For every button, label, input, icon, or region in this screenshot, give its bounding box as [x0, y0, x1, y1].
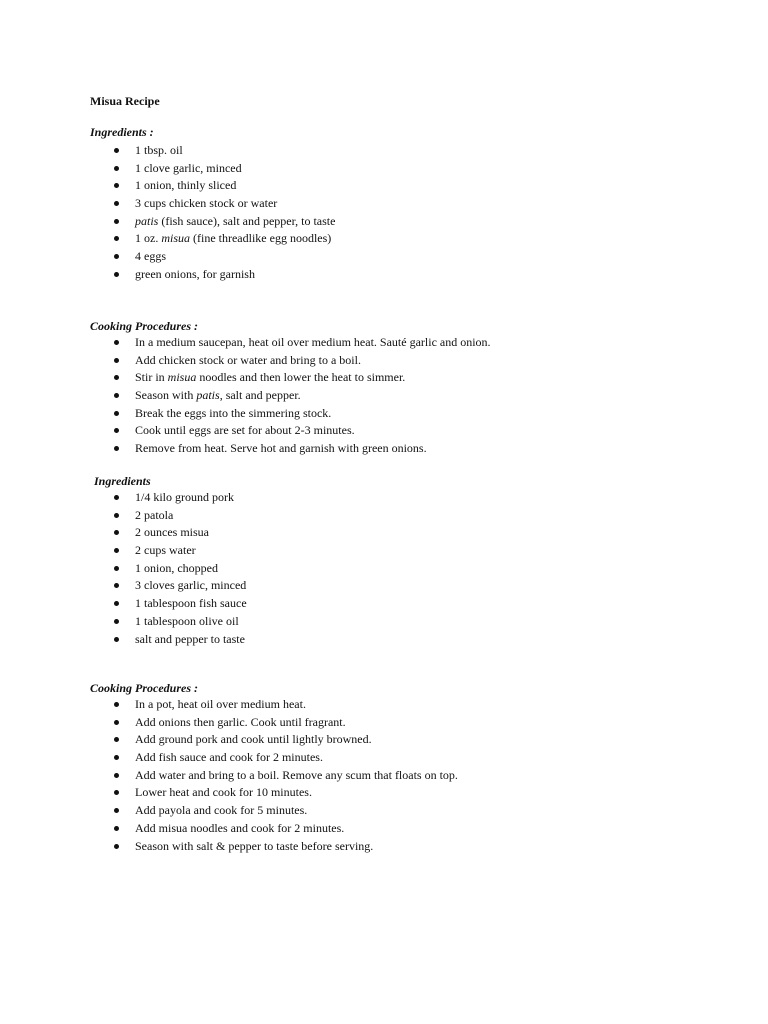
item-text: (fine threadlike egg noodles) [190, 231, 332, 246]
list-item [0, 230, 335, 248]
item-text: Add water and bring to a boil. Remove any scum that floats on top. [135, 767, 458, 782]
item-text: 2 cups water [135, 543, 196, 558]
list-item [0, 266, 335, 284]
item-text: Cook until eggs are set for about 2-3 minutes. [135, 423, 355, 438]
item-text: Remove from heat. Serve hot and garnish with green onions. [135, 441, 427, 456]
item-text: Add chicken stock or water and bring to a boil. [135, 352, 361, 367]
list-item [0, 405, 491, 423]
list-item [0, 334, 491, 352]
item-text: Add misua noodles and cook for 2 minutes. [135, 820, 345, 835]
item-text: Season with [135, 388, 197, 403]
list-item [0, 369, 491, 387]
list-item [0, 160, 335, 178]
list-item [0, 749, 458, 767]
item-text: 1 onion, chopped [135, 560, 218, 575]
list-item [0, 767, 458, 785]
item-text: noodles and then lower the heat to simmer. [196, 370, 406, 385]
recipe2-procedures-list [0, 696, 458, 855]
list-item [0, 784, 458, 802]
item-text: 1 tablespoon olive oil [135, 613, 239, 628]
recipe1-procedures-list [0, 334, 491, 458]
item-text: Add ground pork and cook until lightly browned. [135, 732, 372, 747]
list-item [0, 560, 247, 578]
item-text: salt and pepper to taste [135, 631, 245, 646]
item-text: 1 onion, thinly sliced [135, 178, 237, 193]
item-text: 1 tablespoon fish sauce [135, 596, 247, 611]
item-text: Add fish sauce and cook for 2 minutes. [135, 750, 323, 765]
list-item [0, 489, 247, 507]
list-item [0, 422, 491, 440]
item-text: Season with salt & pepper to taste before serving. [135, 838, 374, 853]
item-text: , salt and pepper. [219, 388, 301, 403]
list-item [0, 714, 458, 732]
list-item [0, 507, 247, 525]
list-item [0, 195, 335, 213]
list-item [0, 177, 335, 195]
list-item [0, 440, 491, 458]
list-item [0, 820, 458, 838]
item-text: Lower heat and cook for 10 minutes. [135, 785, 312, 800]
recipe2-ingredients-list [0, 489, 247, 648]
item-text: 1 tbsp. oil [135, 143, 183, 157]
page-title: Misua Recipe [90, 94, 160, 108]
item-text: Stir in [135, 370, 168, 385]
list-item [0, 542, 247, 560]
recipe2-ingredients-heading: Ingredients [94, 474, 151, 488]
item-text: In a pot, heat oil over medium heat. [135, 697, 306, 711]
list-item [0, 577, 247, 595]
list-item [0, 696, 458, 714]
italic-term: misua [167, 370, 197, 385]
item-text: 1 oz. [135, 231, 162, 246]
list-item [0, 524, 247, 542]
item-text: 1/4 kilo ground pork [135, 490, 234, 504]
list-item [0, 613, 247, 631]
item-text: In a medium saucepan, heat oil over medium heat. Sauté garlic and onion. [135, 335, 491, 349]
item-text: green onions, for garnish [135, 266, 255, 281]
item-text: 3 cups chicken stock or water [135, 196, 278, 211]
list-item [0, 142, 335, 160]
italic-term: patis [196, 388, 220, 403]
list-item [0, 213, 335, 231]
italic-term: misua [161, 231, 190, 246]
item-text: 3 cloves garlic, minced [135, 578, 247, 593]
list-item [0, 595, 247, 613]
list-item [0, 731, 458, 749]
list-item [0, 352, 491, 370]
italic-term: patis [135, 213, 159, 228]
item-text: 4 eggs [135, 249, 166, 264]
item-text: Break the eggs into the simmering stock. [135, 405, 332, 420]
recipe1-ingredients-list [0, 142, 335, 284]
list-item [0, 802, 458, 820]
recipe1-ingredients-heading: Ingredients : [90, 125, 154, 139]
list-item [0, 631, 247, 649]
item-text: 2 patola [135, 507, 174, 522]
item-text: Add onions then garlic. Cook until fragrant. [135, 714, 346, 729]
recipe2-procedures-heading: Cooking Procedures : [90, 681, 198, 695]
list-item [0, 387, 491, 405]
recipe1-procedures-heading: Cooking Procedures : [90, 319, 198, 333]
item-text: 2 ounces misua [135, 525, 209, 540]
item-text: Add payola and cook for 5 minutes. [135, 803, 308, 818]
list-item [0, 248, 335, 266]
item-text: (fish sauce), salt and pepper, to taste [158, 213, 336, 228]
item-text: 1 clove garlic, minced [135, 160, 242, 175]
list-item [0, 838, 458, 856]
